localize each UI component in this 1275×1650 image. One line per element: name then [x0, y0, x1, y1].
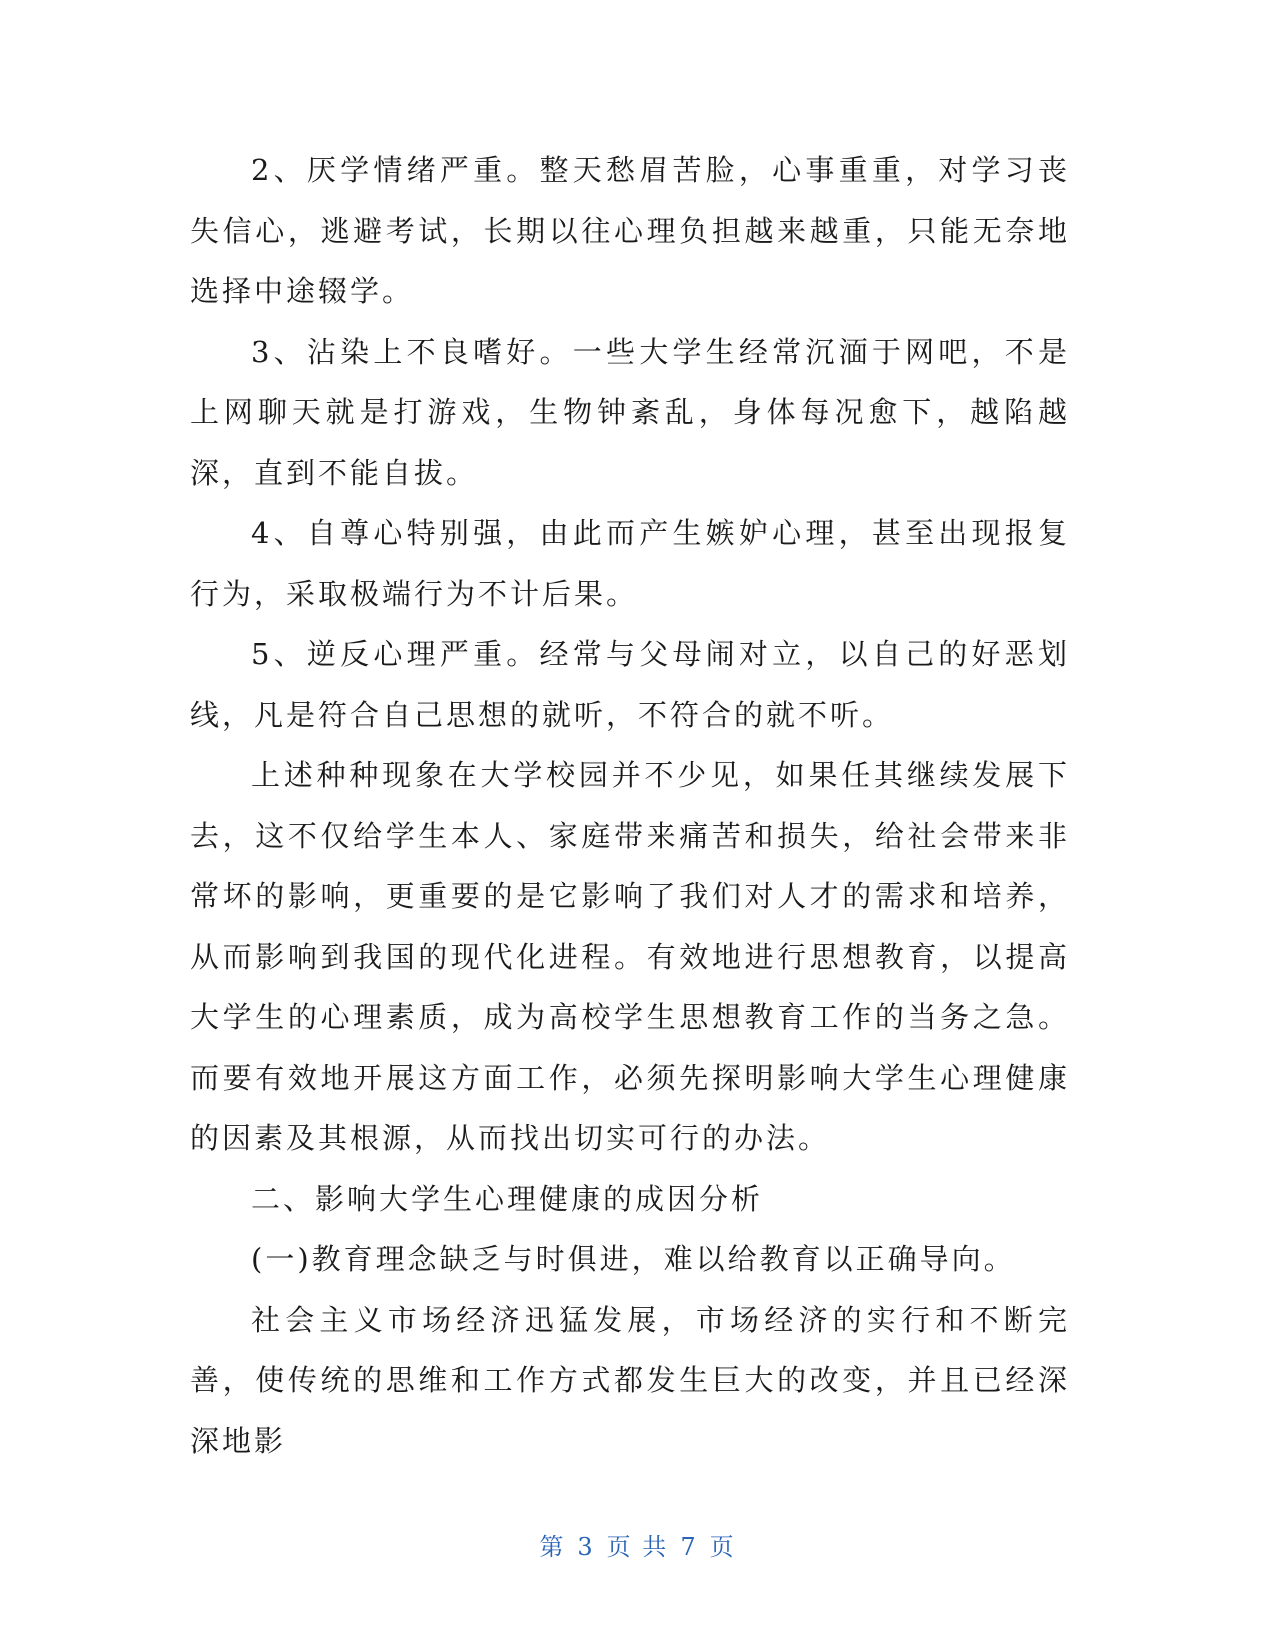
paragraph-item-3: 3、沾染上不良嗜好。一些大学生经常沉湎于网吧，不是上网聊天就是打游戏，生物钟紊乱，身体每况愈下，越陷越深，直到不能自拔。	[190, 334, 1070, 490]
paragraph-item-2: 2、厌学情绪严重。整天愁眉苦脸，心事重重，对学习丧失信心，逃避考试，长期以往心理负担越来越重，只能无奈地选择中途辍学。	[190, 153, 1070, 308]
paragraph-summary: 上述种种现象在大学校园并不少见，如果任其继续发展下去，这不仅给学生本人、家庭带来痛苦和损失，给社会带来非常坏的影响，更重要的是它影响了我们对人才的需求和培养，从而影响到我国的现代化进程。有效地进行思想教育，以提高大学生的心理素质，成为高校学生思想教育工作的当务之急。而要有效地开展这方面工作，必须先探明影响大学生心理健康的因素及其根源，从而找出切实可行的办法。	[190, 758, 1070, 1155]
footer-prefix: 第	[539, 1533, 566, 1561]
section-heading: 二、影响大学生心理健康的成因分析	[251, 1181, 764, 1216]
document-body	[190, 140, 1070, 1471]
footer-suffix: 页	[709, 1533, 736, 1561]
page-number-footer	[0, 1527, 1275, 1562]
footer-current-page: 3	[577, 1533, 595, 1561]
subsection-heading: (一)教育理念缺乏与时俱进，难以给教育以正确导向。	[251, 1242, 1016, 1276]
paragraph-item-5: 5、逆反心理严重。经常与父母闹对立，以自己的好恶划线，凡是符合自己思想的就听，不符合的就不听。	[190, 637, 1070, 732]
paragraph-item-4: 4、自尊心特别强，由此而产生嫉妒心理，甚至出现报复行为，采取极端行为不计后果。	[190, 516, 1070, 611]
footer-total-pages: 7	[680, 1533, 698, 1561]
paragraph-market-economy: 社会主义市场经济迅猛发展，市场经济的实行和不断完善，使传统的思维和工作方式都发生巨大的改变，并且已经深深地影	[190, 1302, 1070, 1458]
footer-mid: 页 共	[606, 1533, 669, 1561]
